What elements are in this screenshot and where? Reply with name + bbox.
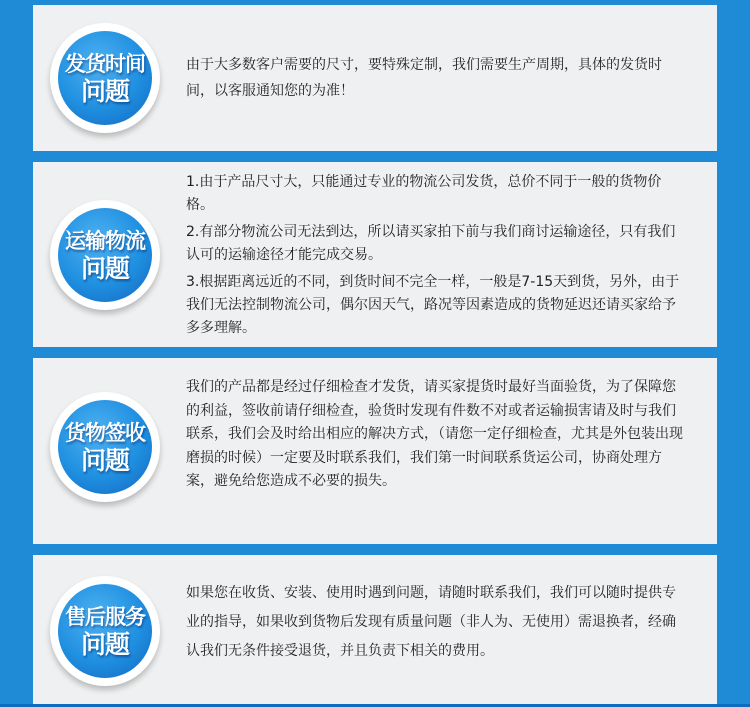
badge-subtitle: 问题 bbox=[80, 630, 129, 659]
badge-title: 货物签收 bbox=[65, 421, 145, 445]
faq-card-logistics bbox=[33, 162, 717, 347]
badge-circle bbox=[58, 400, 152, 494]
badge-subtitle: 问题 bbox=[80, 77, 129, 106]
receipt-badge bbox=[50, 392, 160, 502]
answer-paragraph: 我们的产品都是经过仔细检查才发货，请买家提货时最好当面验货，为了保障您的利益，签收前请仔细检查，验货时发现有件数不对或者运输损害请及时与我们联系，我们会及时给出相应的解决方式，（请您一定仔细检查，尤其是外包装出现磨损的时候）一定要及时联系我们，我们第一时间联系货运公司，协商处理方案，避免给您造成不必要的损失。 bbox=[186, 379, 683, 489]
faq-answer bbox=[186, 376, 686, 494]
shipping-time-badge bbox=[50, 23, 160, 133]
badge-subtitle: 问题 bbox=[80, 254, 129, 283]
faq-card-after-sales bbox=[33, 555, 717, 707]
logistics-badge bbox=[50, 200, 160, 310]
badge-title: 发货时间 bbox=[65, 52, 145, 76]
after-sales-badge bbox=[50, 576, 160, 686]
answer-paragraph: 1.由于产品尺寸大，只能通过专业的物流公司发货，总价不同于一般的货物价格。 bbox=[186, 174, 662, 213]
badge-circle bbox=[58, 208, 152, 302]
badge-title: 运输物流 bbox=[65, 229, 145, 253]
answer-paragraph: 2.有部分物流公司无法到达，所以请买家拍下前与我们商讨运输途径，只有我们认可的运输途径才能完成交易。 bbox=[186, 224, 676, 263]
badge-circle bbox=[58, 31, 152, 125]
faq-card-shipping-time bbox=[33, 5, 717, 151]
answer-paragraph: 如果您在收货、安装、使用时遇到问题，请随时联系我们，我们可以随时提供专业的指导，如果收到货物后发现有质量问题（非人为、无使用）需退换者，经确认我们无条件接受退货，并且负责下相关的费用。 bbox=[186, 585, 676, 659]
badge-title: 售后服务 bbox=[65, 605, 145, 629]
faq-card-receipt bbox=[33, 358, 717, 544]
faq-answer bbox=[186, 579, 686, 666]
badge-subtitle: 问题 bbox=[80, 446, 129, 475]
faq-answer bbox=[186, 171, 686, 340]
answer-paragraph: 3.根据距离远近的不同，到货时间不完全一样，一般是7-15天到货，另外，由于我们无法控制物流公司，偶尔因天气，路况等因素造成的货物延迟还请买家给予多多理解。 bbox=[186, 274, 680, 336]
faq-answer bbox=[186, 52, 686, 104]
badge-circle bbox=[58, 584, 152, 678]
answer-paragraph: 由于大多数客户需要的尺寸，要特殊定制，我们需要生产周期，具体的发货时间，以客服通知您的为准！ bbox=[186, 57, 662, 99]
